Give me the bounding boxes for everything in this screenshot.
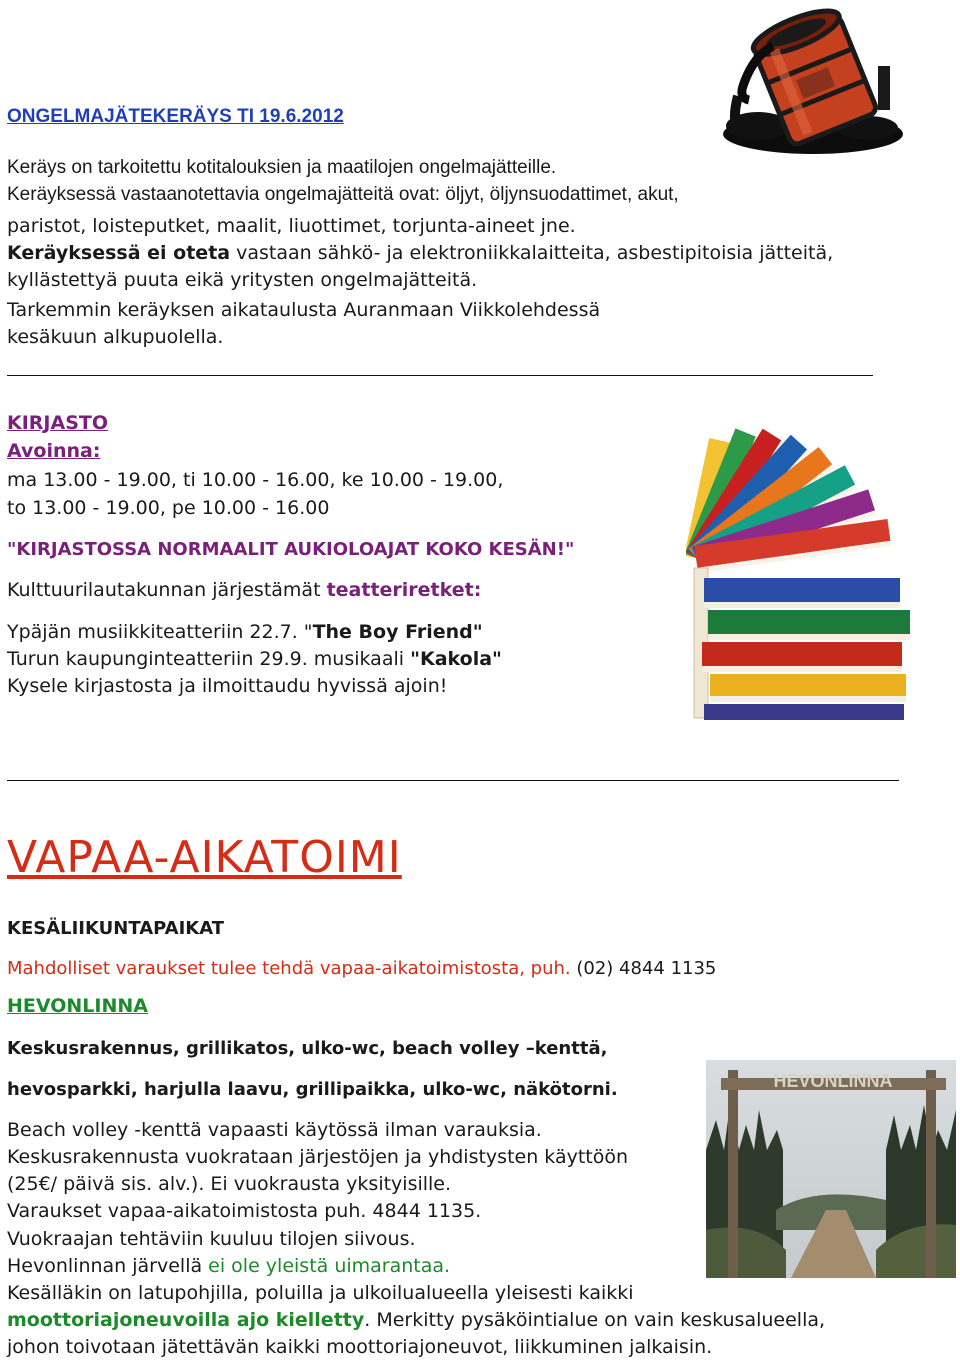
waste-line-7: kesäkuun alkupuolella. (7, 326, 224, 348)
leisure-title[interactable]: VAPAA-AIKATOIMI (7, 832, 402, 883)
waste-line-1: Keräys on tarkoitettu kotitalouksien ja maatilojen ongelmajätteille. (7, 157, 557, 178)
divider-1 (7, 375, 873, 376)
leisure-p1: Beach volley -kenttä vapaasti käytössä ilman varauksia. (7, 1119, 542, 1141)
p8-green: moottoriajoneuvoilla ajo kielletty (7, 1309, 365, 1331)
library-title[interactable]: KIRJASTO (7, 412, 108, 434)
leisure-p4: Varaukset vapaa-aikatoimistosta puh. 4844 1135. (7, 1200, 482, 1222)
leisure-p6 (7, 1253, 450, 1280)
leisure-p2: Keskusrakennusta vuokrataan järjestöjen ja yhdistysten käyttöön (7, 1146, 629, 1168)
trip-2-title: "Kakola" (410, 648, 502, 670)
library-trips-highlight: teatteriretket: (326, 579, 482, 601)
waste-line-4 (7, 240, 833, 267)
trip-1-text: Ypäjän musiikkiteatteriin 22.7. " (7, 621, 313, 643)
library-trip-1 (7, 619, 483, 646)
waste-not-accepted-rest: vastaan sähkö- ja elektroniikkalaitteita, asbestipitoisia jätteitä, (230, 242, 834, 264)
oil-barrel-icon (718, 6, 906, 156)
library-trip-2 (7, 646, 502, 673)
waste-line-6: Tarkemmin keräyksen aikataulusta Auranmaan Viikkolehdessä (7, 299, 601, 321)
waste-line-2: Keräyksessä vastaanotettavia ongelmajätteitä ovat: öljyt, öljynsuodattimet, akut, (7, 184, 679, 205)
leisure-p9: johon toivotaan jätettävän kaikki moottoriajoneuvot, liikkuminen jalkaisin. (7, 1336, 713, 1358)
divider-2 (7, 780, 899, 781)
p6-green: ei ole yleistä uimarantaa. (208, 1255, 451, 1277)
reservation-phone: (02) 4844 1135 (570, 958, 717, 979)
waste-line-5: kyllästettyä puuta eikä yritysten ongelmajätteitä. (7, 269, 478, 291)
leisure-p5: Vuokraajan tehtäviin kuuluu tilojen siivous. (7, 1228, 416, 1250)
library-open-label[interactable]: Avoinna: (7, 440, 101, 462)
gate-sign-text: HEVONLINNA (773, 1071, 893, 1091)
leisure-section-title: KESÄLIIKUNTAPAIKAT (7, 918, 225, 939)
reservation-text: Mahdolliset varaukset tulee tehdä vapaa-aikatoimistosta, puh. (7, 958, 571, 979)
library-hours-1: ma 13.00 - 19.00, ti 10.00 - 16.00, ke 10.00 - 19.00, (7, 469, 504, 491)
hevonlinna-gate-photo (706, 1060, 956, 1278)
library-hours-2: to 13.00 - 19.00, pe 10.00 - 16.00 (7, 497, 330, 519)
library-trips-prefix: Kulttuurilautakunnan järjestämät (7, 579, 327, 601)
trip-1-title: The Boy Friend" (312, 621, 483, 643)
library-trips (7, 577, 481, 604)
leisure-p8 (7, 1307, 825, 1334)
leisure-reservation (7, 955, 716, 982)
p8-rest: . Merkitty pysäköintialue on vain keskusalueella, (364, 1309, 826, 1331)
library-summer-notice: "KIRJASTOSSA NORMAALIT AUKIOLOAJAT KOKO KESÄN!" (7, 539, 575, 560)
facilities-2: hevosparkki, harjulla laavu, grillipaikka, ulko-wc, näkötorni. (7, 1079, 618, 1100)
p6-text: Hevonlinnan järvellä (7, 1255, 209, 1277)
waste-line-3: paristot, loisteputket, maalit, liuottimet, torjunta-aineet jne. (7, 215, 576, 237)
waste-not-accepted: Keräyksessä ei oteta (7, 242, 231, 264)
leisure-p7: Kesälläkin on latupohjilla, poluilla ja ulkoilualueella yleisesti kaikki (7, 1282, 634, 1304)
library-enroll: Kysele kirjastosta ja ilmoittaudu hyvissä ajoin! (7, 675, 448, 697)
place-title[interactable]: HEVONLINNA (7, 995, 148, 1017)
books-stack-icon (686, 418, 920, 722)
trip-2-text: Turun kaupunginteatteriin 29.9. musikaali (7, 648, 411, 670)
facilities-1: Keskusrakennus, grillikatos, ulko-wc, beach volley –kenttä, (7, 1038, 608, 1059)
leisure-p3: (25€/ päivä sis. alv.). Ei vuokrausta yksityisille. (7, 1173, 452, 1195)
waste-title[interactable]: ONGELMAJÄTEKERÄYS TI 19.6.2012 (7, 106, 344, 127)
